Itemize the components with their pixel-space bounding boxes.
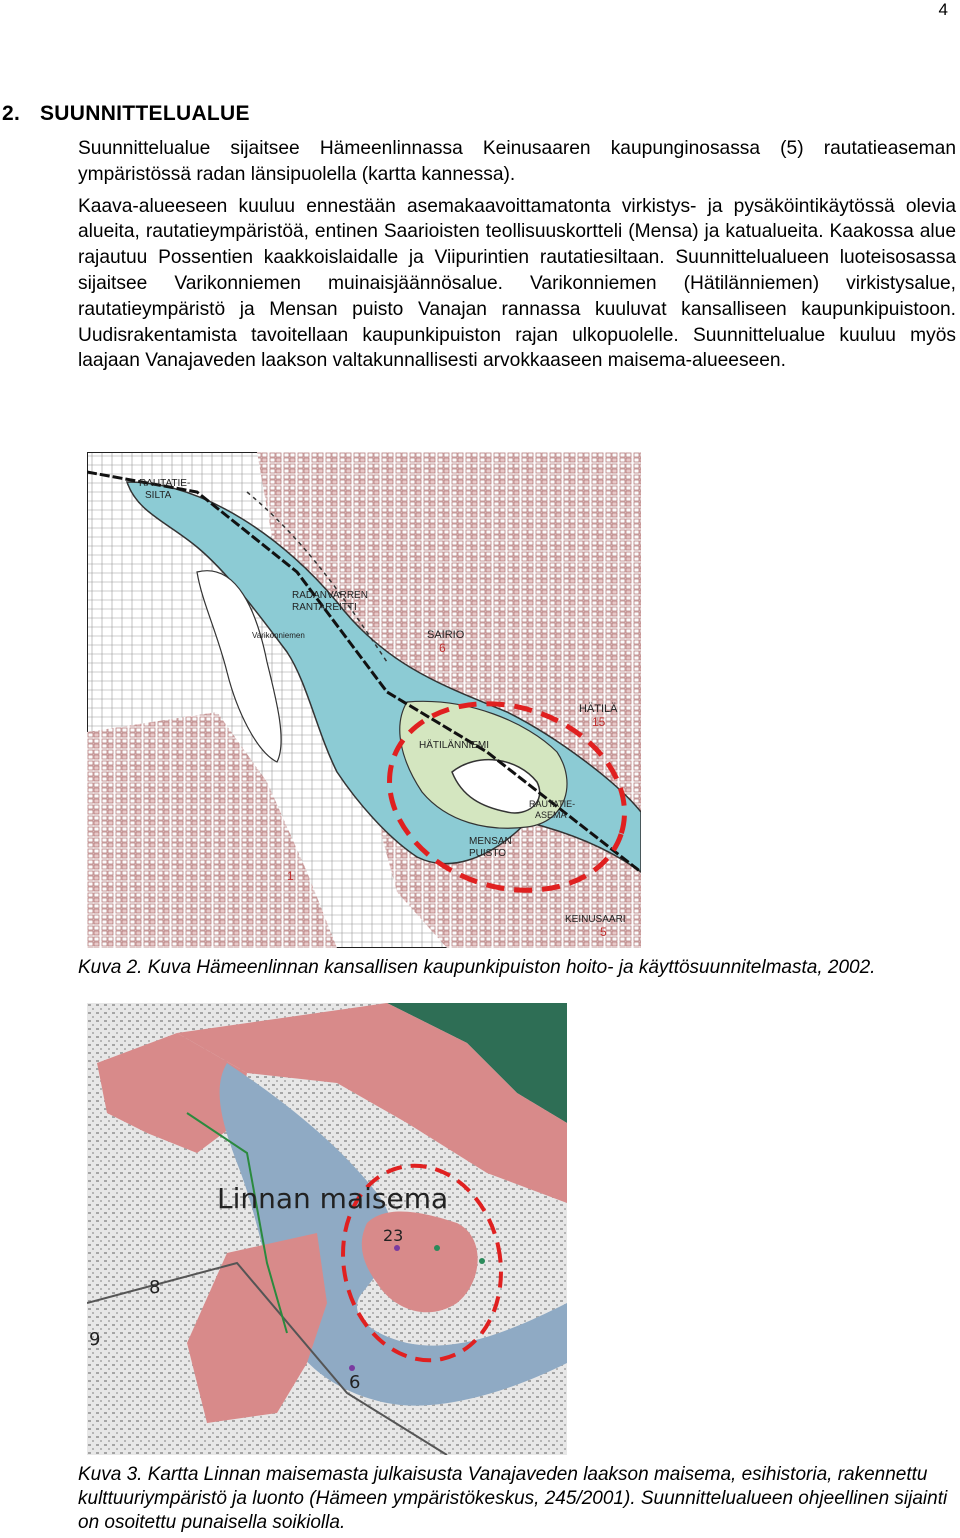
site-marker <box>349 1365 355 1371</box>
label-hatilanniemi: HÄTILÄNNIEMI <box>419 740 490 751</box>
label-mensan-puisto: PUISTO <box>469 848 507 859</box>
figure-caption: Kuva 2. Kuva Hämeenlinnan kansallisen kaupunkipuiston hoito- ja käyttösuunnitelmasta, 2002. <box>78 957 876 978</box>
site-marker <box>394 1245 400 1251</box>
label-asema: RAUTATIE- <box>529 799 576 809</box>
paragraph: Kaava-alueeseen kuuluu ennestään asemakaavoittamatonta virkistys- ja pysäköintikäytössä olevia alueita, rautatieympäristöä, entinen Saarioisten teollisuuskortteli (Mensa) ja katualueita. Kaakossa alue rajautuu Possentien kaakkoislaidalle ja Viipurintien rautatiesiltaan. Suunnittelualueen luoteisosassa sijaitsee Varikonniemen muinaisjäännösalue. Varikonniemen (Hätilänniemen) virkistysalue, rautatieympäristö ja Mensan puisto Vanajan rannassa kuuluvat kansalliseen kaupunkipuistoon. Uudisrakentamista tavoitellaan kaupunkipuiston rajan ulkopuolelle. Suunnittelualue kuuluu myös laajaan Vanajaveden laakson valtakunnallisesti arvokkaaseen maisema-alueeseen. <box>78 195 956 372</box>
section-title: SUUNNITTELUALUE <box>40 102 250 125</box>
label-keinusaari-number: 5 <box>600 925 607 939</box>
label-keinusaari: KEINUSAARI <box>565 914 626 925</box>
landscape-map <box>87 1003 567 1455</box>
figure-caption: Kuva 3. Kartta Linnan maisemasta julkaisusta Vanajaveden laakson maisema, esihistoria, rakennettu kulttuuriympäristö ja luonto (Hämeen ympäristökeskus, 245/2001). Suunnittelualueen ohjeellinen sijainti on osoitettu punaisella soikiolla. <box>78 1464 948 1533</box>
label-rautatiesilta: RAUTATIE- <box>139 478 191 489</box>
label-asema: ASEMA <box>535 810 567 820</box>
section-number: 2. <box>2 102 21 125</box>
label-radanvarren: RANTAREITTI <box>292 602 357 613</box>
paragraph: Suunnittelualue sijaitsee Hämeenlinnassa Keinusaaren kaupunginosassa (5) rautatieaseman ympäristössä radan länsipuolella (kartta kannessa). <box>78 138 956 185</box>
label-varikonniemi: Varikonniemen <box>252 631 305 640</box>
label-sairio-number: 6 <box>439 641 446 655</box>
label-rautatiesilta: SILTA <box>145 490 172 501</box>
site-marker <box>434 1245 440 1251</box>
body-text <box>78 136 956 380</box>
area-number-9: 9 <box>89 1329 101 1350</box>
section-heading <box>2 102 250 126</box>
park-plan-map <box>87 452 641 948</box>
label-area-number: 1 <box>287 869 294 883</box>
label-radanvarren: RADANVARREN <box>292 590 368 601</box>
page-number: 4 <box>938 0 948 19</box>
area-number-8: 8 <box>149 1277 161 1298</box>
map-title: Linnan maisema <box>217 1182 449 1215</box>
label-hatila: HÄTILÄ <box>579 703 618 715</box>
area-number-6: 6 <box>349 1372 361 1393</box>
area-number-23: 23 <box>383 1226 404 1245</box>
label-mensan-puisto: MENSAN <box>469 836 512 847</box>
site-marker <box>479 1258 485 1264</box>
label-hatila-number: 15 <box>592 715 606 729</box>
label-sairio: SAIRIO <box>427 629 465 641</box>
